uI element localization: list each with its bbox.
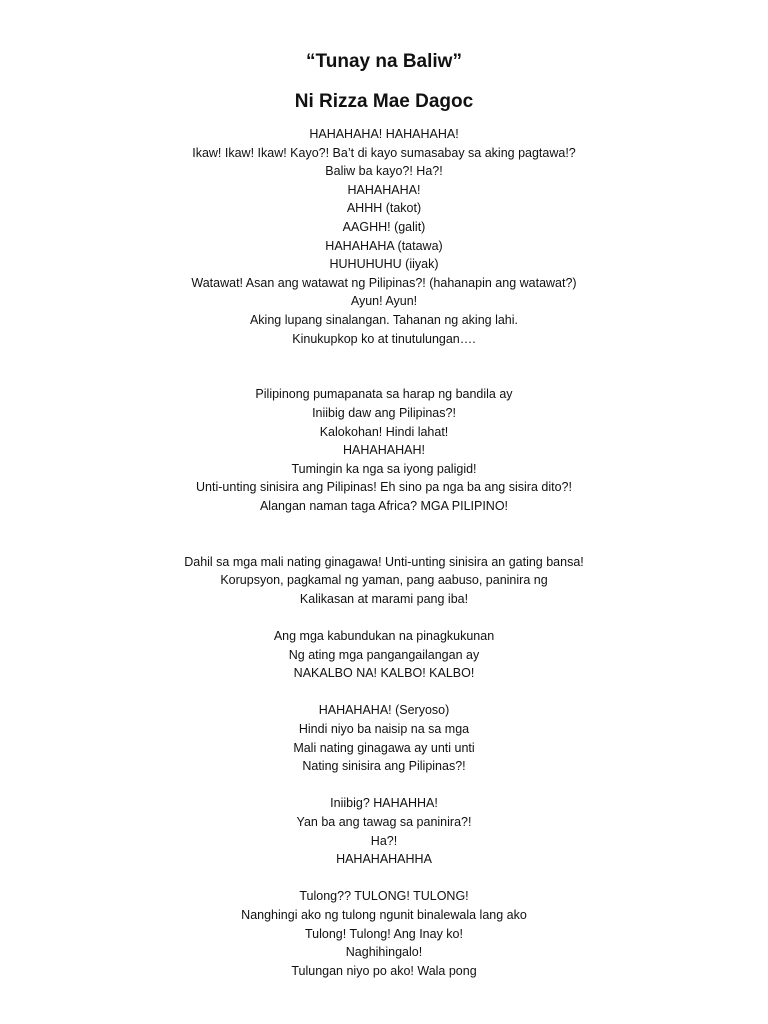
poem-line: Tulong! Tulong! Ang Inay ko! (305, 926, 463, 941)
poem-line: Nating sinisira ang Pilipinas?! (302, 759, 466, 774)
poem-line: Watawat! Asan ang watawat ng Pilipinas?! (hahanapin ang watawat?) (191, 275, 577, 290)
stanza (0, 627, 768, 683)
poem-line: Hindi niyo ba naisip na sa mga (298, 722, 470, 736)
stanza (0, 385, 768, 515)
poem-line: Ayun! Ayun! (350, 294, 418, 309)
poem-line: HAHAHAHAHHA (336, 852, 432, 867)
poem-line: Kalokohan! Hindi lahat! (319, 424, 449, 439)
poem-line: Korupsyon, pagkamal ng yaman, pang aabuso, paninira ng (220, 573, 548, 588)
poem-line: Naghihingalo! (345, 945, 423, 960)
poem-line: Ang mga kabundukan na pinagkukunan (273, 629, 495, 644)
stanza (0, 125, 768, 348)
stanza (0, 794, 768, 868)
poem-author: Ni Rizza Mae Dagoc (294, 91, 474, 112)
poem-line: Yan ba ang tawag sa paninira?! (296, 814, 472, 829)
poem-line: Kinukupkop ko at tinutulungan…. (292, 331, 476, 346)
poem-body (0, 125, 768, 999)
poem-line: HAHAHAHAH! (343, 443, 425, 458)
stanza (0, 887, 768, 980)
poem-line: HAHAHAHA! (Seryoso) (318, 703, 450, 718)
poem-line: HAHAHAHA! (347, 182, 421, 197)
poem-line: Dahil sa mga mali nating ginagawa! Unti-unting sinisira an gating bansa! (184, 554, 584, 569)
poem-line: HAHAHAHA (tatawa) (325, 238, 443, 253)
poem-line: Tulungan niyo po ako! Wala pong (291, 963, 477, 978)
poem-line: Pilipinong pumapanata sa harap ng bandila ay (255, 387, 513, 402)
poem-line: Mali nating ginagawa ay unti unti (293, 740, 475, 755)
poem-line: NAKALBO NA! KALBO! KALBO! (293, 666, 475, 681)
poem-line: Tulong?? TULONG! TULONG! (299, 889, 469, 904)
poem-line: Iniibig daw ang Pilipinas?! (312, 405, 456, 420)
poem-line: HUHUHUHU (iiyak) (329, 257, 439, 272)
poem-line: AAGHH! (galit) (342, 219, 426, 234)
poem-line: Aking lupang sinalangan. Tahanan ng aking lahi. (249, 312, 519, 327)
poem-line: Kalikasan at marami pang iba! (299, 591, 469, 606)
poem-line: Unti-unting sinisira ang Pilipinas! Eh sino pa nga ba ang sisira dito?! (196, 480, 572, 495)
poem-line: AHHH (takot) (346, 201, 422, 216)
poem-line: Tumingin ka nga sa iyong paligid! (291, 461, 477, 476)
poem-line: Iniibig? HAHAHHA! (330, 796, 438, 811)
poem-line: Ikaw! Ikaw! Ikaw! Kayo?! Ba’t di kayo sumasabay sa aking pagtawa!? (192, 145, 576, 160)
poem-title: “Tunay na Baliw” (306, 51, 462, 72)
stanza (0, 701, 768, 775)
poem-line: Ha?! (370, 833, 398, 848)
poem-line: Alangan naman taga Africa? MGA PILIPINO! (259, 498, 509, 513)
stanza (0, 553, 768, 609)
poem-line: Nanghingi ako ng tulong ngunit binalewala lang ako (241, 907, 527, 922)
poem-line: Ng ating mga pangangailangan ay (288, 647, 480, 662)
poem-line: Baliw ba kayo?! Ha?! (325, 164, 443, 179)
poem-line: HAHAHAHA! HAHAHAHA! (309, 127, 459, 141)
